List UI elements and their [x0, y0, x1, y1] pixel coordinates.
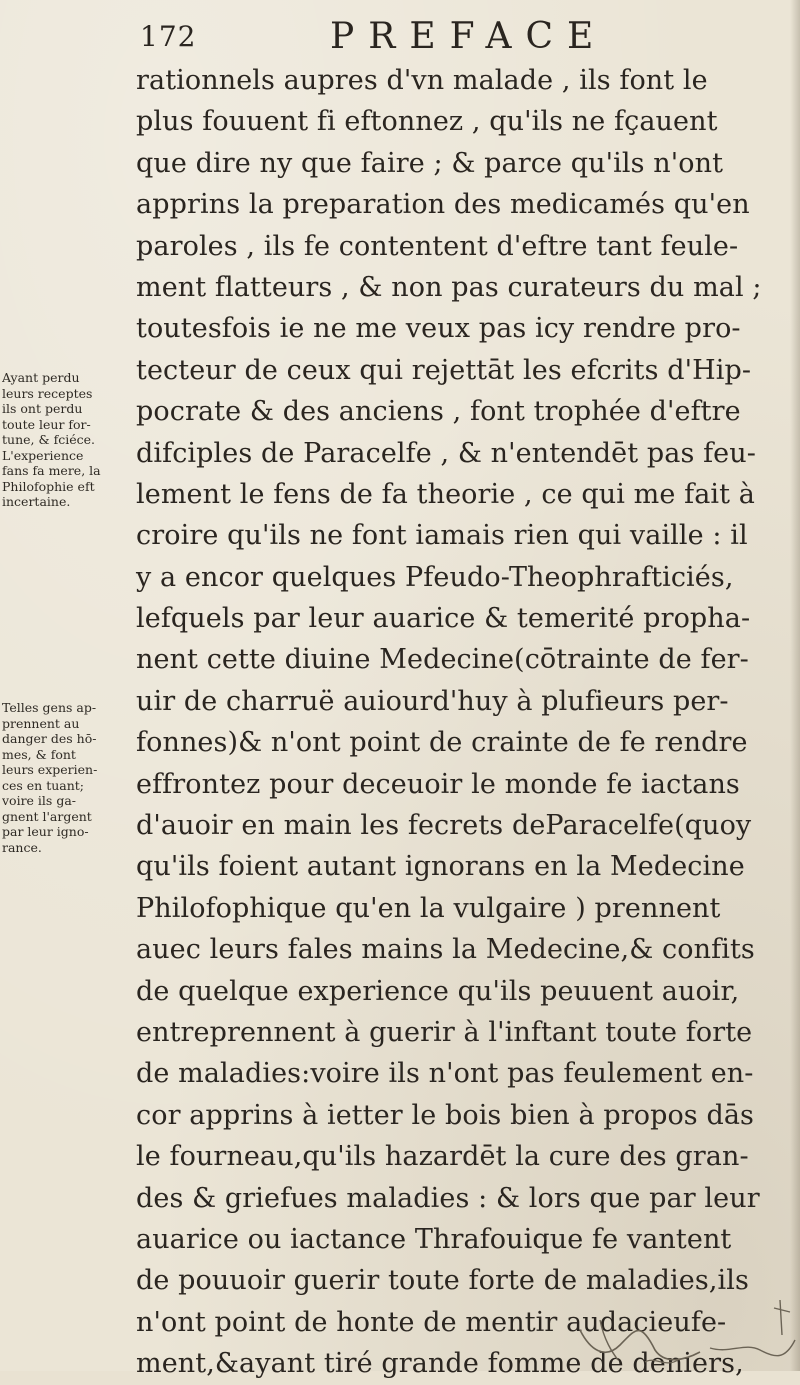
marginal-note-line: leurs experien-	[2, 762, 98, 777]
text-line: qu'ils foient autant ignorans en la Medecine	[136, 851, 745, 883]
running-title: PREFACE	[330, 16, 608, 57]
marginal-note-line: Telles gens ap-	[2, 700, 97, 715]
text-line: le fourneau,qu'ils hazardēt la cure des gran-	[136, 1141, 749, 1173]
text-line: lement le fens de fa theorie , ce qui me fait à	[136, 478, 755, 510]
body-text	[136, 60, 776, 1385]
text-line: fonnes)& n'ont point de crainte de fe rendre	[136, 727, 748, 759]
text-line: auarice ou iactance Thrafouique fe vantent	[136, 1223, 732, 1255]
marginal-note-line: mes, & font	[2, 746, 76, 762]
marginal-note-line: toute leur for-	[2, 416, 91, 432]
text-line: cor apprins à ietter le bois bien à propos dās	[136, 1099, 754, 1131]
text-line: entreprennent à guerir à l'inftant toute forte	[136, 1016, 753, 1048]
text-line: que dire ny que faire ; & parce qu'ils n'ont	[136, 147, 724, 179]
text-line: croire qu'ils ne font iamais rien qui vaille : il	[136, 520, 748, 552]
text-line: rationnels aupres d'vn malade , ils font le	[136, 65, 708, 96]
page-edge-shadow	[790, 0, 800, 1371]
text-line: n'ont point de honte de mentir audacieufe-	[136, 1306, 727, 1338]
text-line: apprins la preparation des medicamés qu'en	[136, 189, 750, 221]
text-line: de pouuoir guerir toute forte de maladies,ils	[136, 1265, 749, 1297]
text-line: des & griefues maladies : & lors que par leur	[136, 1182, 760, 1214]
marginal-note-line: leurs receptes	[2, 385, 93, 401]
text-line: uir de charruë auiourd'huy à plufieurs per-	[136, 685, 729, 717]
marginal-note	[2, 700, 130, 855]
text-line: lefquels par leur auarice & temerité propha-	[136, 603, 751, 635]
marginal-note-line: Ayant perdu	[2, 370, 80, 385]
page-number: 172	[140, 20, 197, 53]
text-line: difciples de Paracelfe , & n'entendēt pas feu-	[136, 437, 756, 469]
marginal-note	[2, 370, 130, 510]
text-line: pocrate & des anciens , font trophée d'eftre	[136, 396, 741, 428]
text-line: ment,&ayant tiré grande fomme de deniers,	[136, 1348, 744, 1380]
marginal-note-line: ces en tuant;	[2, 777, 85, 793]
text-line: plus fouuent fi eftonnez , qu'ils ne fçauent	[136, 106, 718, 138]
marginal-note-line: ils ont perdu	[2, 401, 83, 416]
marginal-note-line: tune, & fciéce.	[2, 432, 95, 447]
text-line: tecteur de ceux qui rejettāt les efcrits d'Hip-	[136, 354, 752, 386]
text-line: Philofophique qu'en la vulgaire ) prennent	[136, 892, 721, 924]
marginal-note-line: incertaine.	[2, 494, 71, 509]
marginal-note-line: voire ils ga-	[2, 793, 76, 808]
marginal-note-line: L'experience	[2, 447, 84, 463]
text-line: de quelque experience qu'ils peuuent auoir,	[136, 975, 740, 1007]
handwritten-scribble-icon	[560, 1290, 800, 1371]
text-line: de maladies:voire ils n'ont pas feulement en-	[136, 1058, 754, 1090]
text-line: y a encor quelques Pfeudo-Theophrafticiés,	[136, 561, 734, 593]
marginal-note-line: Philofophie eft	[2, 478, 95, 494]
text-line: nent cette diuine Medecine(cōtrainte de fer-	[136, 644, 749, 676]
text-line: d'auoir en main les fecrets deParacelfe(quoy	[136, 810, 752, 842]
page-header	[140, 14, 780, 62]
text-line: paroles , ils fe contentent d'eftre tant feule-	[136, 230, 739, 262]
marginal-note-line: rance.	[2, 839, 42, 855]
marginal-note-line: prennent au	[2, 715, 80, 731]
text-line: toutesfois ie ne me veux pas icy rendre pro-	[136, 313, 741, 345]
text-line: auec leurs fales mains la Medecine,& confits	[136, 934, 755, 966]
marginal-note-line: fans fa mere, la	[2, 463, 101, 478]
marginal-note-line: danger des hō-	[2, 731, 97, 746]
marginal-note-line: par leur igno-	[2, 824, 89, 839]
text-line: ment flatteurs , & non pas curateurs du mal ;	[136, 271, 762, 303]
marginal-note-line: gnent l'argent	[2, 808, 92, 824]
text-line: effrontez pour deceuoir le monde fe iactans	[136, 768, 740, 800]
